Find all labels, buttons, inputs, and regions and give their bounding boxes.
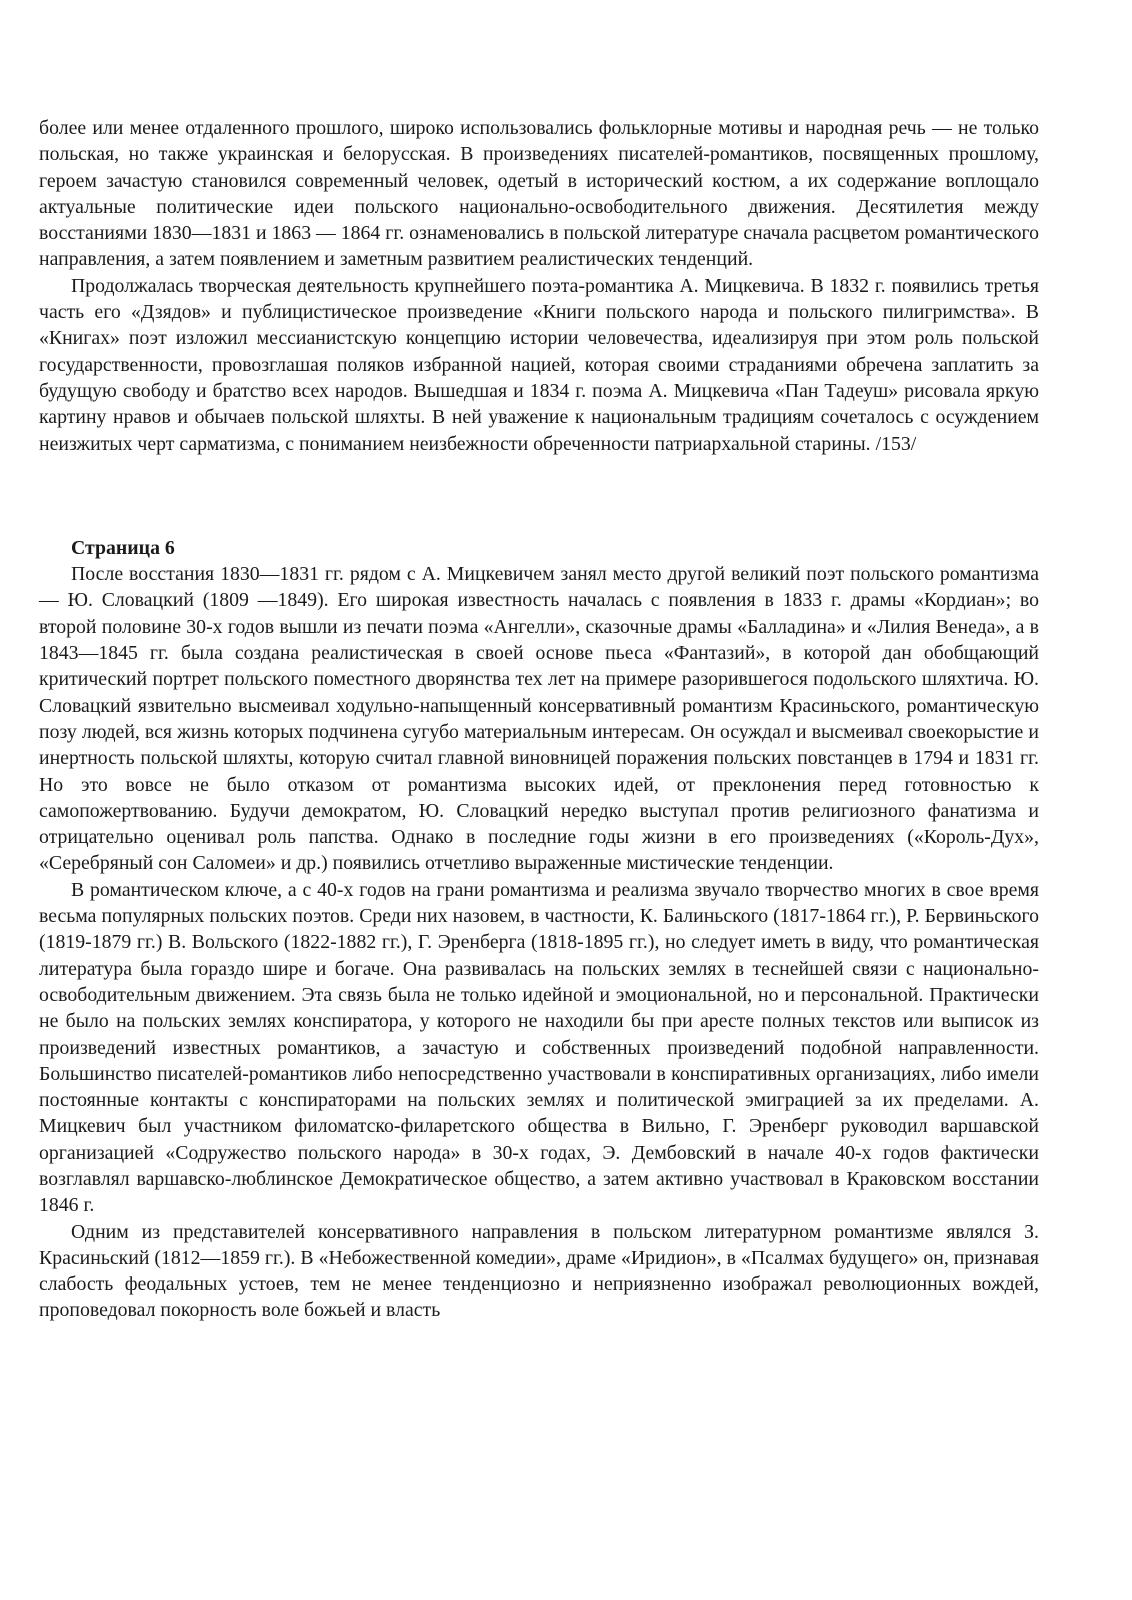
body-paragraph-2: В романтическом ключе, а с 40-х годов на грани романтизма и реализма звучало творчество многих в свое время весьма популярных польских поэтов. Среди них назовем, в частности, К. Балиньского (1817-1864 гг.), Р. Бервиньского (1819-1879 гг.) В. Вольского (1822-1882 гг.), Г. Эренберга (1818-1895 гг.), но следует иметь в виду, что романтическая литература была гораздо шире и богаче. Она развивалась на польских землях в теснейшей связи с национально- освободительным движением. Эта связь была не только идейной и эмоциональной, но и персональной. Практически не было на польских землях конспиратора, у которого не находили бы при аресте полных текстов или выписок из произведений известных романтиков, а зачастую и собственных произведений подобной направленности. Большинство писателей-романтиков либо непосредственно участвовали в конспиративных организациях, либо имели постоянные контакты с конспираторами на польских землях и политической эмиграцией за их пределами. А. Мицкевич был участником филоматско-филаретского общества в Вильно, Г. Эренберг руководил варшавской организацией «Содружество польского народа» в 30-х годах, Э. Дембовский в начале 40-х годов фактически возглавлял варшавско-люблинское Демократическое общество, а затем активно участвовал в Краковском восстании 1846 г. [39, 878, 1039, 1217]
section-gap [39, 457, 1039, 535]
document-page [39, 115, 1039, 1324]
continuation-paragraph-2: Продолжалась творческая деятельность крупнейшего поэта-романтика А. Мицкевича. В 1832 г. появились третья часть его «Дзядов» и публицистическое произведение «Книги польского народа и польского пилигримства». В «Книгах» поэт изложил мессианистскую концепцию истории человечества, идеализируя при этом роль польской государственности, провозглашая поляков избранной нацией, которая своими страданиями обречена заплатить за будущую свободу и братство всех народов. Вышедшая и 1834 г. поэма А. Мицкевича «Пан Тадеуш» рисовала яркую картину нравов и обычаев польской шляхты. В ней уважение к национальным традициям сочеталось с осуждением неизжитых черт сарматизма, с пониманием неизбежности обреченности патриархальной старины. /153/ [39, 274, 1039, 455]
page-heading: Страница 6 [71, 536, 175, 559]
continuation-paragraph-1: более или менее отдаленного прошлого, широко использовались фольклорные мотивы и народная речь — не только польская, но также украинская и белорусская. В произведениях писателей-романтиков, посвященных прошлому, героем зачастую становился современный человек, одетый в исторический костюм, а их содержание воплощало актуальные политические идеи польского национально-освободительного движения. Десятилетия между восстаниями 1830—1831 и 1863 — 1864 гг. ознаменовались в польской литературе сначала расцветом романтического направления, а затем появлением и заметным развитием реалистических тенденций. [39, 117, 1040, 271]
body-paragraph-1: После восстания 1830—1831 гг. рядом с А. Мицкевичем занял место другой великий поэт польского романтизма — Ю. Словацкий (1809 —1849). Его широкая известность началась с появления в 1833 г. драмы «Кордиан»; во второй половине 30-х годов вышли из печати поэма «Ангелли», сказочные драмы «Балладина» и «Лилия Венеда», а в 1843—1845 гг. была создана реалистическая в своей основе пьеса «Фантазий», в которой дан обобщающий критический портрет польского поместного дворянства тех лет на примере разорившегося подольского шляхтича. Ю. Словацкий язвительно высмеивал ходульно-напыщенный консервативный романтизм Красиньского, романтическую позу людей, вся жизнь которых подчинена сугубо материальным интересам. Он осуждал и высмеивал своекорыстие и инертность польской шляхты, которую считал главной виновницей поражения польских повстанцев в 1794 и 1831 гг. Но это вовсе не было отказом от романтизма высоких идей, от преклонения перед готовностью к самопожертвованию. Будучи демократом, Ю. Словацкий нередко выступал против религиозного фанатизма и отрицательно оценивал роль папства. Однако в последние годы жизни в его произведениях («Король-Дух», «Серебряный сон Саломеи» и др.) появились отчетливо выраженные мистические тенденции. [39, 563, 1039, 875]
body-paragraph-3: Одним из представителей консервативного направления в польском литературном романтизме являлся З. Красиньский (1812—1859 гг.). В «Небожественной комедии», драме «Иридион», в «Псалмах будущего» он, признавая слабость феодальных устоев, тем не менее тенденциозно и неприязненно изображал революционных вождей, проповедовал покорность воле божьей и власть [39, 1220, 1039, 1322]
